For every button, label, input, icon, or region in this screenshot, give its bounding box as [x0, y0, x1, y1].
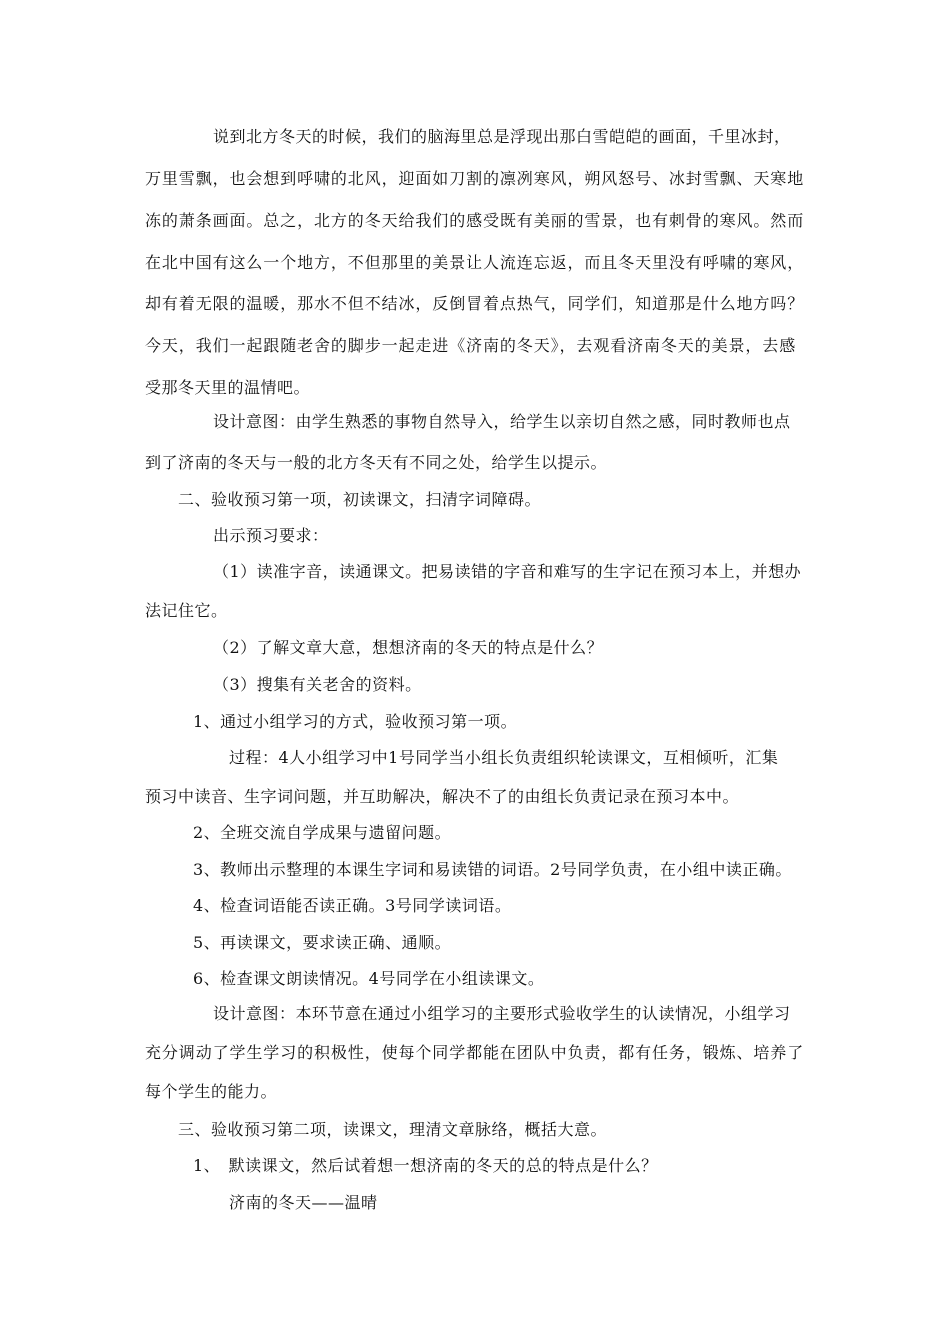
step-1: 1、通过小组学习的方式，验收预习第一项。: [193, 712, 518, 731]
requirement-3: （3）搜集有关老舍的资料。: [213, 675, 422, 694]
step-4: 4、检查词语能否读正确。3号同学读词语。: [193, 896, 512, 915]
paragraph-intro-line-2: 万里雪飘，也会想到呼啸的北风，迎面如刀割的凛冽寒风，朔风怒号、冰封雪飘、天寒地: [145, 169, 805, 188]
step-6: 6、检查课文朗读情况。4号同学在小组读课文。: [193, 969, 545, 988]
paragraph-intro-line-7: 受那冬天里的温情吧。: [145, 378, 311, 397]
paragraph-intro-line-3: 冻的萧条画面。总之，北方的冬天给我们的感受既有美丽的雪景，也有刺骨的寒风。然而: [145, 211, 805, 230]
paragraph-intro-line-5: 却有着无限的温暖，那水不但不结冰，反倒冒着点热气，同学们，知道那是什么地方吗？: [145, 294, 805, 313]
winter-feature-answer: 济南的冬天——温晴: [229, 1193, 378, 1212]
step-5: 5、再读课文，要求读正确、通顺。: [193, 933, 452, 952]
requirement-2: （2）了解文章大意，想想济南的冬天的特点是什么？: [213, 638, 604, 657]
requirement-1-line-1: （1）读准字音，读通课文。把易读错的字音和难写的生字记在预习本上，并想办: [213, 562, 802, 581]
design-intent-1-line-2: 到了济南的冬天与一般的北方冬天有不同之处，给学生以提示。: [145, 453, 608, 472]
design-intent-2-line-2: 充分调动了学生学习的积极性，使每个同学都能在团队中负责，都有任务，锻炼、培养了: [145, 1043, 805, 1062]
preview-requirements-label: 出示预习要求：: [213, 526, 329, 545]
process-line-1: 过程：4人小组学习中1号同学当小组长负责组织轮读课文，互相倾听，汇集: [229, 748, 779, 767]
paragraph-intro-line-6: 今天，我们一起跟随老舍的脚步一起走进《济南的冬天》，去观看济南冬天的美景，去感: [145, 336, 797, 355]
design-intent-2-line-3: 每个学生的能力。: [145, 1082, 278, 1101]
step-3: 3、教师出示整理的本课生字词和易读错的词语。2号同学负责，在小组中读正确。: [193, 860, 792, 879]
paragraph-intro-line-1: 说到北方冬天的时候，我们的脑海里总是浮现出那白雪皑皑的画面，千里冰封，: [213, 127, 791, 146]
design-intent-2-line-1: 设计意图：本环节意在通过小组学习的主要形式验收学生的认读情况，小组学习: [213, 1004, 791, 1023]
step-2: 2、全班交流自学成果与遗留问题。: [193, 823, 452, 842]
section-3-step-1: 1、 默读课文，然后试着想一想济南的冬天的总的特点是什么？: [193, 1156, 658, 1175]
section-heading-3: 三、验收预习第二项，读课文，理清文章脉络，概括大意。: [178, 1120, 608, 1139]
design-intent-1-line-1: 设计意图：由学生熟悉的事物自然导入，给学生以亲切自然之感，同时教师也点: [213, 412, 791, 431]
process-line-2: 预习中读音、生字词问题，并互助解决，解决不了的由组长负责记录在预习本中。: [145, 787, 740, 806]
section-heading-2: 二、验收预习第一项，初读课文，扫清字词障碍。: [178, 490, 542, 509]
paragraph-intro-line-4: 在北中国有这么一个地方，不但那里的美景让人流连忘返，而且冬天里没有呼啸的寒风，: [145, 253, 805, 272]
requirement-1-line-2: 法记住它。: [145, 601, 228, 620]
